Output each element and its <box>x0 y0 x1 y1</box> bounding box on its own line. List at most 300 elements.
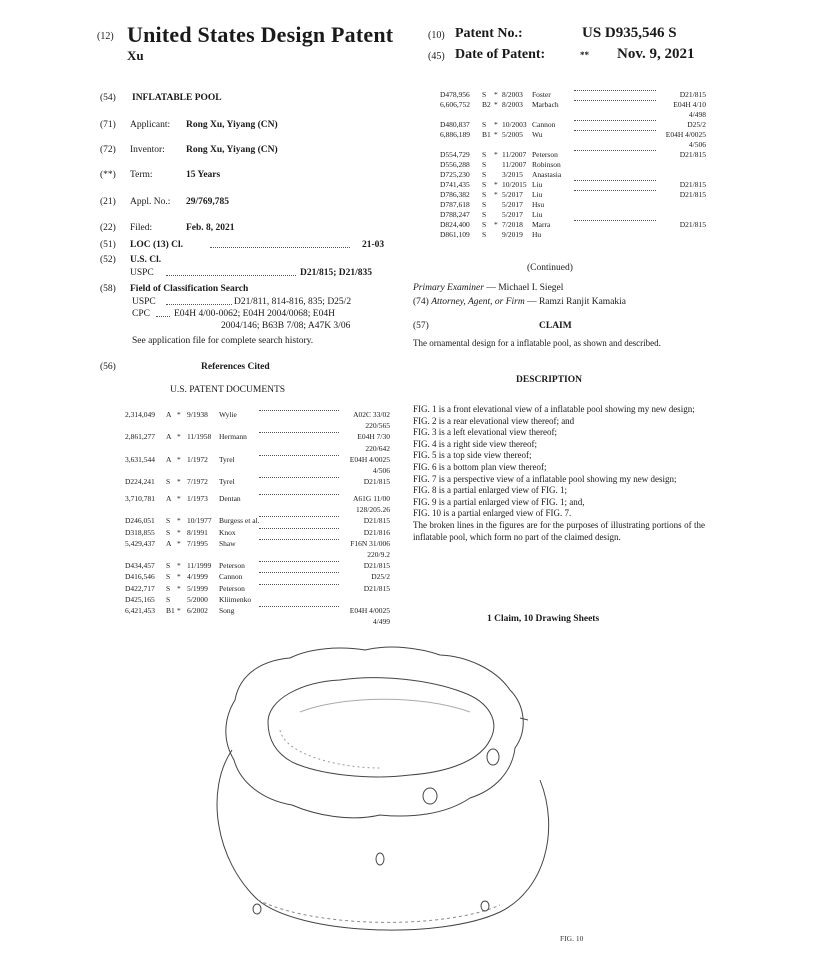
reference-date: 5/2017 <box>502 210 523 219</box>
reference-no: D861,109 <box>440 230 470 239</box>
reference-name: Hu <box>532 230 542 239</box>
reference-star: * <box>177 477 181 487</box>
leader-dots <box>259 561 339 562</box>
uspc-value: D21/815; D21/835 <box>300 268 373 278</box>
reference-star: * <box>494 100 498 109</box>
search-cpc-line2: 2004/146; B63B 7/08; A47K 3/06 <box>221 321 351 331</box>
leader-dots <box>574 120 656 121</box>
reference-kind: S <box>482 230 487 239</box>
claim-text: The ornamental design for a inflatable pool, as shown and described. <box>413 338 661 348</box>
reference-name: Shaw <box>219 538 236 548</box>
see-application-note: See application file for complete search history. <box>132 336 314 346</box>
reference-class: D21/816 <box>363 527 390 537</box>
reference-name: Knox <box>219 527 236 537</box>
reference-no: D246,051 <box>125 516 155 526</box>
valve-icon <box>253 904 261 914</box>
reference-row <box>440 130 706 140</box>
reference-no: D434,457 <box>125 561 155 571</box>
description-heading: DESCRIPTION <box>516 375 582 385</box>
search-cpc-label: CPC <box>132 309 150 319</box>
search-label: Field of Classification Search <box>130 284 249 294</box>
field-search-row <box>100 284 248 294</box>
reference-no: 3,631,544 <box>125 454 155 464</box>
reference-star: * <box>494 130 498 139</box>
pool-inner-opening <box>268 678 494 777</box>
field-uspc-row <box>130 268 392 278</box>
reference-row <box>125 410 390 420</box>
reference-no: D224,241 <box>125 477 155 487</box>
invention-title: INFLATABLE POOL <box>132 93 222 103</box>
reference-star: * <box>494 120 498 129</box>
pool-figure <box>0 630 816 954</box>
references-cited-heading: References Cited <box>201 362 270 372</box>
reference-no: 3,710,781 <box>125 494 155 503</box>
reference-name: Hermann <box>219 432 247 442</box>
reference-class: E04H 4/0025 <box>349 606 390 615</box>
claim-heading-row <box>413 321 705 331</box>
reference-row-continued <box>125 466 390 476</box>
reference-date: 8/1991 <box>187 527 208 537</box>
reference-star: * <box>494 150 498 159</box>
reference-kind: S <box>482 170 487 179</box>
reference-date: 1/1972 <box>187 454 208 464</box>
reference-class: D25/2 <box>687 120 706 129</box>
reference-kind: A <box>166 432 172 442</box>
description-line: FIG. 1 is a front elevational view of a inflatable pool showing my new design; <box>413 404 695 414</box>
reference-class: D21/815 <box>363 583 390 593</box>
reference-date: 11/1999 <box>187 561 212 571</box>
description-line: FIG. 10 is a partial enlarged view of FIG. 7. <box>413 508 572 519</box>
reference-kind: B1 <box>482 130 491 139</box>
field-term-row <box>100 170 220 180</box>
inid-21: (21) <box>100 197 116 207</box>
reference-row <box>125 595 390 605</box>
field-refs-row <box>100 362 390 372</box>
reference-name: Liu <box>532 190 543 199</box>
leader-dots <box>259 494 339 495</box>
reference-class: D25/2 <box>371 572 390 582</box>
field-us-cl-row <box>100 255 161 265</box>
reference-name: Liu <box>532 210 543 219</box>
leader-dots <box>259 572 339 573</box>
inventor-short-name: Xu <box>127 48 144 63</box>
term-value: 15 Years <box>186 170 221 180</box>
reference-kind: A <box>166 494 172 503</box>
reference-class: D21/815 <box>363 477 390 487</box>
term-label: Term: <box>130 170 153 180</box>
inid-72: (72) <box>100 145 116 155</box>
reference-row <box>440 120 706 130</box>
reference-kind: A <box>166 410 172 419</box>
reference-row <box>440 160 706 170</box>
reference-date: 11/1958 <box>187 432 212 442</box>
reference-name: Peterson <box>532 150 558 159</box>
valve-icon <box>481 901 489 911</box>
reference-row <box>440 210 706 220</box>
reference-date: 10/2015 <box>502 180 527 189</box>
reference-star: * <box>177 494 181 503</box>
reference-kind: S <box>166 561 171 571</box>
attorney-label: Attorney, Agent, or Firm <box>431 297 525 307</box>
reference-no: 6,606,752 <box>440 100 470 109</box>
reference-class-secondary: 4/506 <box>688 140 706 149</box>
leader-dots <box>166 275 296 276</box>
reference-date: 5/2000 <box>187 594 208 604</box>
reference-date: 8/2003 <box>502 90 523 99</box>
field-title-row <box>100 93 222 103</box>
reference-date: 4/1999 <box>187 572 208 582</box>
reference-kind: S <box>482 200 487 209</box>
reference-no: D725,230 <box>440 170 470 179</box>
field-inventor-row <box>100 145 278 155</box>
valve-icon <box>423 788 437 804</box>
reference-name: Hsu <box>532 200 545 209</box>
reference-class: E04H 7/30 <box>357 432 390 442</box>
reference-row <box>125 584 390 594</box>
reference-kind: S <box>482 150 487 159</box>
reference-row <box>440 200 706 210</box>
field-loc-row <box>100 240 390 250</box>
leader-dots <box>156 316 170 317</box>
us-patent-documents-heading: U.S. PATENT DOCUMENTS <box>170 385 286 395</box>
attorney-row <box>413 297 626 307</box>
leader-dots <box>574 90 656 91</box>
inid-71: (71) <box>100 120 116 130</box>
reference-kind: S <box>166 583 171 593</box>
leader-dots <box>259 539 339 540</box>
reference-name: Marbach <box>532 100 559 109</box>
field-filed-row <box>100 223 235 233</box>
reference-no: 2,314,049 <box>125 410 155 419</box>
reference-row-continued <box>125 617 390 627</box>
reference-class: D21/815 <box>679 180 706 189</box>
filed-value: Feb. 8, 2021 <box>186 223 235 233</box>
reference-no: D422,717 <box>125 583 155 593</box>
inid-58: (58) <box>100 284 116 294</box>
reference-star: * <box>177 432 181 442</box>
description-block <box>413 404 705 543</box>
reference-no: 6,886,189 <box>440 130 470 139</box>
reference-class: E04H 4/0025 <box>349 454 390 464</box>
reference-name: Liu <box>532 180 543 189</box>
inventor-label: Inventor: <box>130 145 165 155</box>
leader-dots <box>574 100 656 101</box>
reference-class: F16N 31/006 <box>350 538 390 548</box>
reference-name: Burgess et al. <box>219 516 260 526</box>
inid-term: (**) <box>100 170 116 180</box>
reference-star: * <box>177 583 181 593</box>
reference-star: * <box>494 190 498 199</box>
leader-dots <box>259 455 339 456</box>
reference-date: 10/2003 <box>502 120 527 129</box>
reference-class: D21/815 <box>679 220 706 229</box>
reference-name: Dentan <box>219 494 241 503</box>
reference-star: * <box>494 220 498 229</box>
reference-row <box>440 90 706 100</box>
reference-name: Kliimenko <box>219 594 252 604</box>
reference-star: * <box>494 180 498 189</box>
reference-row <box>125 606 390 616</box>
reference-kind: A <box>166 454 172 464</box>
reference-class: A02C 33/02 <box>353 410 390 419</box>
reference-no: D480,837 <box>440 120 470 129</box>
reference-row <box>440 150 706 160</box>
inid-code-10: (10) <box>428 30 445 41</box>
reference-date: 9/2019 <box>502 230 523 239</box>
examiner-row <box>413 283 563 293</box>
reference-date: 3/2015 <box>502 170 523 179</box>
inid-51: (51) <box>100 240 116 250</box>
reference-name: Foster <box>532 90 551 99</box>
reference-star: * <box>177 572 181 582</box>
description-line: The broken lines in the figures are for the purposes of illustrating portions of the inflatable pool, which form no part of the claimed design. <box>413 519 705 542</box>
description-line: FIG. 8 is a partial enlarged view of FIG. 1; <box>413 485 568 496</box>
reference-name: Tyrel <box>219 454 235 464</box>
description-line: FIG. 4 is a right side view thereof; <box>413 438 537 449</box>
inid-code-12: (12) <box>97 31 114 42</box>
reference-kind: S <box>482 210 487 219</box>
leader-dots <box>259 516 339 517</box>
uspc-label: USPC <box>130 268 154 278</box>
reference-row <box>440 170 706 180</box>
leader-dots <box>574 220 656 221</box>
reference-kind: A <box>166 538 172 548</box>
reference-no: 2,861,277 <box>125 432 155 442</box>
leader-dots <box>259 606 339 607</box>
reference-no: D556,288 <box>440 160 470 169</box>
reference-class-secondary: 4/498 <box>688 110 706 119</box>
reference-no: D478,956 <box>440 90 470 99</box>
reference-class-secondary: 4/499 <box>372 617 390 627</box>
reference-no: 5,429,437 <box>125 538 155 548</box>
reference-row <box>440 190 706 200</box>
reference-no: D554,729 <box>440 150 470 159</box>
leader-dots <box>259 410 339 411</box>
reference-date: 5/1999 <box>187 583 208 593</box>
reference-class: D21/815 <box>363 561 390 571</box>
filed-label: Filed: <box>130 223 153 233</box>
pool-top-ring-outer <box>226 647 523 818</box>
figure-label: FIG. 10 <box>560 934 584 943</box>
valve-tab <box>520 718 528 720</box>
valve-icon <box>487 749 499 765</box>
reference-row-continued <box>125 505 390 515</box>
reference-name: Robinson <box>532 160 561 169</box>
reference-row-continued <box>125 550 390 560</box>
us-cl-label: U.S. Cl. <box>130 255 162 265</box>
reference-date: 7/2018 <box>502 220 523 229</box>
reference-name: Cannon <box>219 572 243 582</box>
reference-date: 10/1977 <box>187 516 212 526</box>
inid-54: (54) <box>100 93 116 103</box>
appl-no-value: 29/769,785 <box>186 197 230 207</box>
inid-22: (22) <box>100 223 116 233</box>
description-line: FIG. 2 is a rear elevational view thereof; and <box>413 415 575 426</box>
leader-dots <box>574 150 656 151</box>
reference-star: * <box>177 561 181 571</box>
reference-name: Song <box>219 606 235 615</box>
patent-number: US D935,546 S <box>582 25 677 41</box>
appl-no-label: Appl. No.: <box>130 197 171 207</box>
leader-dots <box>166 304 232 305</box>
reference-name: Wu <box>532 130 543 139</box>
reference-no: D788,247 <box>440 210 470 219</box>
attorney-value: — Ramzi Ranjit Kamakia <box>527 297 627 307</box>
reference-date: 7/1995 <box>187 538 208 548</box>
reference-row <box>125 494 390 504</box>
reference-name: Tyrel <box>219 477 235 487</box>
applicant-label: Applicant: <box>130 120 171 130</box>
reference-row <box>440 220 706 230</box>
leader-dots <box>259 584 339 585</box>
search-cpc-line1: E04H 4/00-0062; E04H 2004/0068; E04H <box>174 309 335 319</box>
date-term-mark: ** <box>580 50 589 60</box>
reference-date: 5/2005 <box>502 130 523 139</box>
reference-kind: B1 <box>166 606 175 615</box>
document-title: United States Design Patent <box>127 22 394 47</box>
reference-row <box>125 528 390 538</box>
reference-row <box>440 180 706 190</box>
description-line: FIG. 3 is a left elevational view thereof; <box>413 427 557 438</box>
description-line: FIG. 6 is a bottom plan view thereof; <box>413 461 547 472</box>
reference-date: 11/2007 <box>502 150 527 159</box>
loc-value: 21-03 <box>362 240 385 250</box>
reference-class-secondary: 220/642 <box>365 443 390 453</box>
leader-dots <box>259 432 339 433</box>
reference-star: * <box>177 410 181 419</box>
reference-kind: S <box>166 594 171 604</box>
reference-row <box>125 572 390 582</box>
reference-no: D425,165 <box>125 594 155 604</box>
reference-no: D416,546 <box>125 572 155 582</box>
reference-kind: S <box>166 477 171 487</box>
reference-star: * <box>177 527 181 537</box>
claims-sheets-count: 1 Claim, 10 Drawing Sheets <box>487 614 600 624</box>
description-line: FIG. 7 is a perspective view of a inflatable pool showing my new design; <box>413 473 677 484</box>
search-uspc-value: D21/811, 814-816, 835; D25/2 <box>234 297 352 307</box>
reference-class-secondary: 220/9.2 <box>367 550 390 559</box>
claim-heading: CLAIM <box>539 321 572 331</box>
reference-kind: S <box>482 90 487 99</box>
reference-row <box>440 230 706 240</box>
reference-no: D824,400 <box>440 220 470 229</box>
reference-star: * <box>177 606 181 615</box>
reference-star: * <box>177 538 181 548</box>
reference-date: 9/1938 <box>187 410 208 419</box>
reference-row <box>440 100 706 110</box>
reference-row-continued <box>125 421 390 431</box>
reference-row <box>125 561 390 571</box>
reference-name: Wylie <box>219 410 237 419</box>
reference-name: Peterson <box>219 583 245 593</box>
reference-date: 8/2003 <box>502 100 523 109</box>
reference-kind: B2 <box>482 100 491 109</box>
reference-star: * <box>177 454 181 464</box>
reference-no: D741,435 <box>440 180 470 189</box>
leader-dots <box>574 180 656 181</box>
reference-name: Cannon <box>532 120 556 129</box>
leader-dots <box>574 130 656 131</box>
patent-number-label: Patent No.: <box>455 26 523 41</box>
reference-kind: S <box>482 190 487 199</box>
reference-class: E04H 4/10 <box>673 100 706 109</box>
reference-name: Marra <box>532 220 551 229</box>
reference-kind: S <box>482 220 487 229</box>
search-uspc-row <box>132 297 394 307</box>
reference-class: A61G 11/00 <box>352 494 390 503</box>
reference-date: 11/2007 <box>502 160 527 169</box>
inid-74: (74) <box>413 297 429 307</box>
reference-date: 5/2017 <box>502 200 523 209</box>
reference-kind: S <box>166 516 171 526</box>
reference-star: * <box>494 90 498 99</box>
reference-class-secondary: 220/565 <box>365 421 390 431</box>
reference-no: 6,421,453 <box>125 606 155 615</box>
inid-56: (56) <box>100 362 116 372</box>
date-of-patent-label: Date of Patent: <box>455 47 546 62</box>
field-appl-no-row <box>100 197 229 207</box>
reference-date: 1/1973 <box>187 494 208 503</box>
inid-52: (52) <box>100 255 116 265</box>
reference-kind: S <box>482 180 487 189</box>
reference-row <box>125 455 390 465</box>
applicant-value: Rong Xu, Yiyang (CN) <box>186 120 278 130</box>
leader-dots <box>259 528 339 529</box>
examiner-value: — Michael I. Siegel <box>486 283 564 293</box>
loc-label: LOC (13) Cl. <box>130 240 184 250</box>
reference-star: * <box>177 516 181 526</box>
inid-code-45: (45) <box>428 51 445 62</box>
reference-kind: S <box>166 572 171 582</box>
reference-date: 7/1972 <box>187 477 208 487</box>
inid-57: (57) <box>413 321 429 331</box>
leader-dots <box>210 247 350 248</box>
valve-icon <box>376 853 384 865</box>
date-of-patent: Nov. 9, 2021 <box>617 46 695 62</box>
reference-class-secondary: 4/506 <box>372 466 390 475</box>
search-cpc-row <box>132 309 394 319</box>
reference-class: D21/815 <box>363 516 390 526</box>
leader-dots <box>259 477 339 478</box>
reference-class: D21/815 <box>679 190 706 199</box>
reference-name: Peterson <box>219 561 245 571</box>
search-uspc-label: USPC <box>132 297 156 307</box>
reference-row-continued <box>440 110 706 120</box>
reference-date: 5/2017 <box>502 190 523 199</box>
reference-row <box>125 539 390 549</box>
reference-row-continued <box>125 444 390 454</box>
reference-kind: S <box>482 160 487 169</box>
reference-row <box>125 432 390 442</box>
field-applicant-row <box>100 120 278 130</box>
reference-row <box>125 516 390 526</box>
inventor-value: Rong Xu, Yiyang (CN) <box>186 145 278 155</box>
reference-no: D787,618 <box>440 200 470 209</box>
description-line: FIG. 5 is a top side view thereof; <box>413 450 532 461</box>
reference-kind: S <box>166 527 171 537</box>
reference-class: D21/815 <box>679 150 706 159</box>
reference-class: D21/815 <box>679 90 706 99</box>
description-line: FIG. 9 is a partial enlarged view of FIG. 1; and, <box>413 496 585 507</box>
leader-dots <box>574 190 656 191</box>
reference-kind: S <box>482 120 487 129</box>
reference-no: D318,855 <box>125 527 155 537</box>
examiner-label: Primary Examiner <box>413 283 484 293</box>
reference-name: Anastasia <box>532 170 562 179</box>
reference-row <box>125 477 390 487</box>
reference-date: 6/2002 <box>187 606 208 615</box>
reference-class: E04H 4/0025 <box>665 130 706 139</box>
